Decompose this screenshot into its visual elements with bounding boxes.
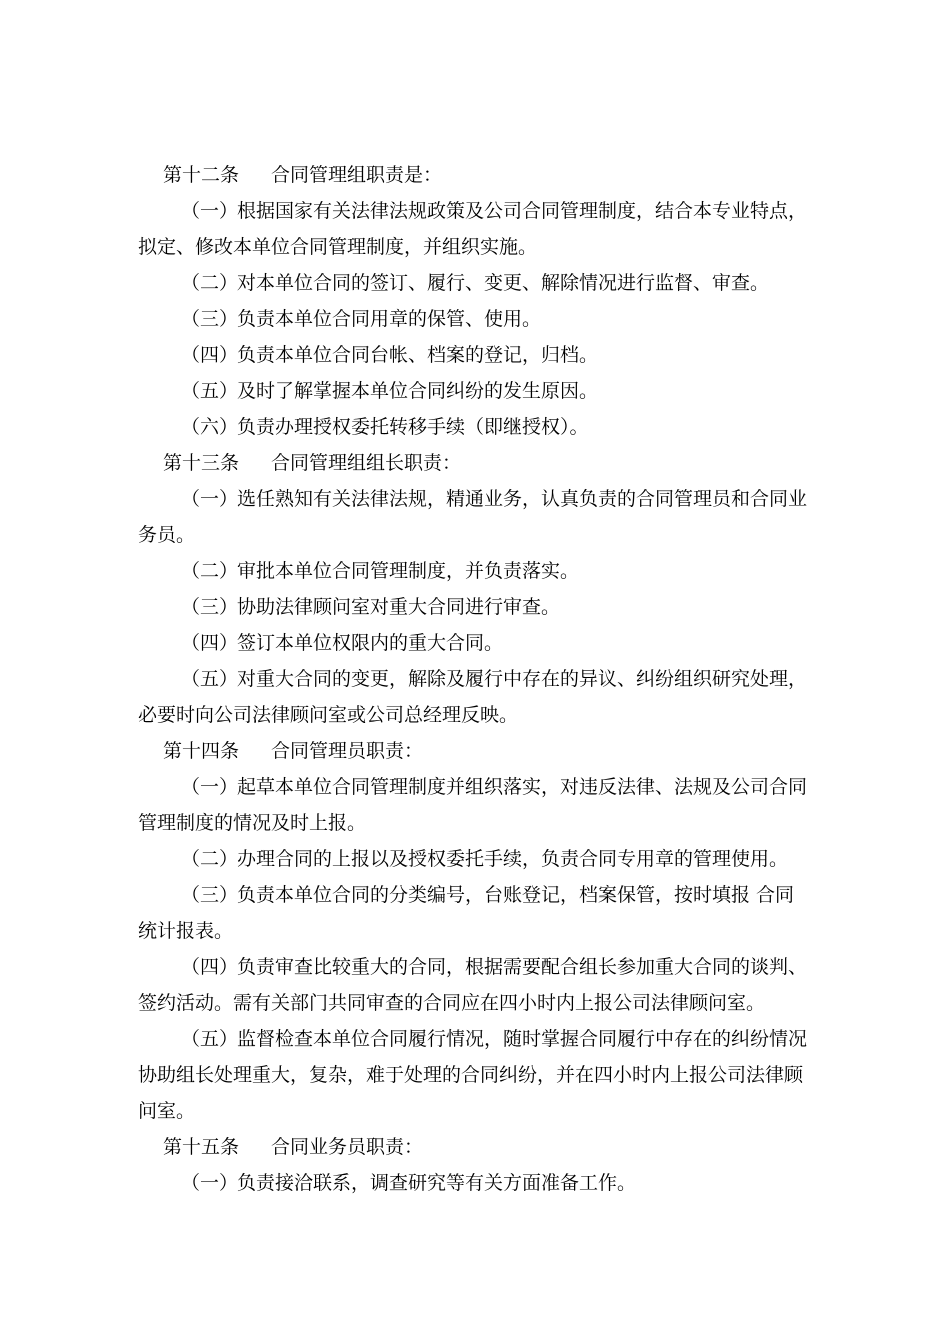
item-text: 负责本单位合同台帐、档案的登记，归档。 xyxy=(237,344,599,366)
list-item xyxy=(181,631,503,655)
article-number: 第十五条 xyxy=(163,1136,240,1158)
item-number: （二） xyxy=(181,848,239,870)
list-item xyxy=(181,955,807,979)
list-item xyxy=(181,307,541,331)
list-item xyxy=(181,847,788,871)
article-heading xyxy=(163,1135,423,1159)
item-number: （四） xyxy=(181,956,239,978)
list-item xyxy=(181,667,807,691)
item-text: 根据国家有关法律法规政策及公司合同管理制度，结合本专业特点， xyxy=(237,200,808,222)
item-continuation xyxy=(138,523,195,547)
item-number: （二） xyxy=(181,272,239,294)
article-title: 合同管理组职责是： xyxy=(271,164,443,186)
item-number: （二） xyxy=(181,560,239,582)
list-item xyxy=(181,199,807,223)
list-item xyxy=(181,1027,807,1051)
article-title: 合同业务员职责： xyxy=(271,1136,424,1158)
list-item xyxy=(181,415,589,439)
item-text: 办理合同的上报以及授权委托手续，负责合同专用章的管理使用。 xyxy=(237,848,789,870)
article-number: 第十四条 xyxy=(163,740,240,762)
continuation-text: 签约活动。需有关部门共同审查的合同应在四小时内上报公司法律顾问室。 xyxy=(138,992,766,1014)
list-item xyxy=(181,559,579,583)
list-item xyxy=(181,271,769,295)
item-number: （三） xyxy=(181,308,239,330)
item-text: 负责办理授权委托转移手续（即继授权）。 xyxy=(237,416,589,438)
continuation-text: 务员。 xyxy=(138,524,196,546)
item-number: （六） xyxy=(181,416,239,438)
list-item xyxy=(181,595,560,619)
item-continuation xyxy=(138,1063,803,1087)
item-text: 及时了解掌握本单位合同纠纷的发生原因。 xyxy=(237,380,599,402)
item-number: （一） xyxy=(181,1172,239,1194)
continuation-text: 问室。 xyxy=(138,1100,196,1122)
item-text: 起草本单位合同管理制度并组织落实，对违反法律、法规及公司合同 xyxy=(237,776,808,798)
list-item xyxy=(181,343,598,367)
article-heading xyxy=(163,163,442,187)
item-text: 负责审查比较重大的合同，根据需要配合组长参加重大合同的谈判、 xyxy=(237,956,808,978)
item-number: （四） xyxy=(181,632,239,654)
article-heading xyxy=(163,451,461,475)
article-title: 合同管理组组长职责： xyxy=(271,452,462,474)
article-number: 第十三条 xyxy=(163,452,240,474)
item-number: （五） xyxy=(181,1028,239,1050)
item-continuation xyxy=(138,991,765,1015)
item-continuation xyxy=(138,919,233,943)
item-text: 负责本单位合同的分类编号，台账登记，档案保管，按时填报 合同 xyxy=(237,884,795,906)
article-title: 合同管理员职责： xyxy=(271,740,424,762)
list-item xyxy=(181,775,807,799)
item-text: 负责本单位合同用章的保管、使用。 xyxy=(237,308,542,330)
list-item xyxy=(181,1171,636,1195)
item-continuation xyxy=(138,811,366,835)
item-continuation xyxy=(138,235,537,259)
continuation-text: 必要时向公司法律顾问室或公司总经理反映。 xyxy=(138,704,519,726)
item-continuation xyxy=(138,703,518,727)
continuation-text: 协助组长处理重大，复杂，难于处理的合同纠纷，并在四小时内上报公司法律顾 xyxy=(138,1064,804,1086)
item-text: 对本单位合同的签订、履行、变更、解除情况进行监督、审查。 xyxy=(237,272,770,294)
item-text: 协助法律顾问室对重大合同进行审查。 xyxy=(237,596,561,618)
article-heading xyxy=(163,739,423,763)
item-number: （五） xyxy=(181,380,239,402)
continuation-text: 拟定、修改本单位合同管理制度，并组织实施。 xyxy=(138,236,538,258)
continuation-text: 管理制度的情况及时上报。 xyxy=(138,812,367,834)
item-text: 对重大合同的变更，解除及履行中存在的异议、纠纷组织研究处理， xyxy=(237,668,808,690)
item-number: （四） xyxy=(181,344,239,366)
item-text: 签订本单位权限内的重大合同。 xyxy=(237,632,504,654)
item-text: 监督检查本单位合同履行情况，随时掌握合同履行中存在的纠纷情况 xyxy=(237,1028,808,1050)
continuation-text: 统计报表。 xyxy=(138,920,234,942)
item-number: （一） xyxy=(181,776,239,798)
item-text: 审批本单位合同管理制度，并负责落实。 xyxy=(237,560,580,582)
item-text: 选任熟知有关法律法规，精通业务，认真负责的合同管理员和合同业 xyxy=(237,488,808,510)
item-number: （一） xyxy=(181,488,239,510)
list-item xyxy=(181,487,807,511)
list-item xyxy=(181,883,794,907)
list-item xyxy=(181,379,598,403)
item-number: （五） xyxy=(181,668,239,690)
item-number: （一） xyxy=(181,200,239,222)
article-number: 第十二条 xyxy=(163,164,240,186)
item-number: （三） xyxy=(181,884,239,906)
item-continuation xyxy=(138,1099,195,1123)
item-number: （三） xyxy=(181,596,239,618)
item-text: 负责接洽联系，调查研究等有关方面准备工作。 xyxy=(237,1172,637,1194)
